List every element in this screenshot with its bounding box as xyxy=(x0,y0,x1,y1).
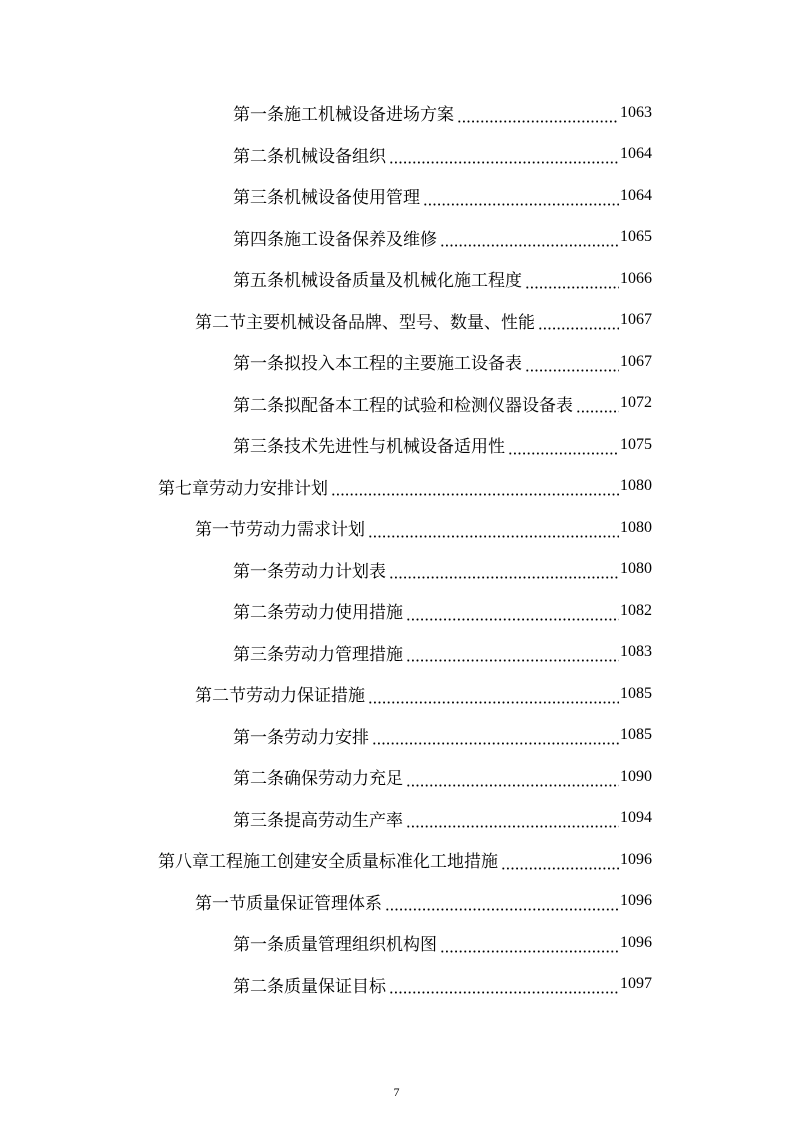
toc-entry-page: 1065 xyxy=(620,228,652,246)
toc-entry-title: 第一条质量管理组织机构图 xyxy=(233,930,439,955)
toc-entry-title: 第三条技术先进性与机械设备适用性 xyxy=(233,432,507,457)
toc-entry[interactable] xyxy=(0,424,793,466)
dot-leader xyxy=(389,991,619,994)
toc-entry[interactable] xyxy=(0,715,793,757)
toc-entry-page: 1080 xyxy=(620,477,652,495)
toc-entry[interactable] xyxy=(0,92,793,134)
toc-entry[interactable] xyxy=(0,673,793,715)
toc-entry[interactable] xyxy=(0,300,793,342)
toc-entry-page: 1083 xyxy=(620,643,652,661)
toc-entry[interactable] xyxy=(0,134,793,176)
dot-leader xyxy=(331,493,619,496)
dot-leader xyxy=(406,618,619,621)
dot-leader xyxy=(385,908,619,911)
toc-entry-page: 1090 xyxy=(620,767,652,785)
dot-leader xyxy=(389,161,619,164)
dot-leader xyxy=(508,452,619,455)
toc-entry-title: 第一条施工机械设备进场方案 xyxy=(233,100,456,125)
dot-leader xyxy=(406,784,619,787)
toc-entry-page: 1064 xyxy=(620,186,652,204)
toc-entry-title: 第二条拟配备本工程的试验和检测仪器设备表 xyxy=(233,391,575,416)
toc-entry-title: 第二节劳动力保证措施 xyxy=(195,681,367,706)
dot-leader xyxy=(406,825,619,828)
toc-entry[interactable] xyxy=(0,466,793,508)
toc-entry-title: 第一节劳动力需求计划 xyxy=(195,515,367,540)
toc-entry[interactable] xyxy=(0,507,793,549)
toc-entry-title: 第二条机械设备组织 xyxy=(233,142,388,167)
toc-entry-page: 1096 xyxy=(620,892,652,910)
toc-entry-title: 第一节质量保证管理体系 xyxy=(195,889,384,914)
dot-leader xyxy=(368,535,619,538)
toc-entry[interactable] xyxy=(0,798,793,840)
toc-entry-title: 第五条机械设备质量及机械化施工程度 xyxy=(233,266,524,291)
dot-leader xyxy=(368,701,619,704)
toc-entry[interactable] xyxy=(0,881,793,923)
toc-entry-page: 1080 xyxy=(620,560,652,578)
toc-entry-title: 第一条劳动力安排 xyxy=(233,723,371,748)
toc-entry-title: 第七章劳动力安排计划 xyxy=(158,474,330,499)
toc-entry-title: 第一条劳动力计划表 xyxy=(233,557,388,582)
toc-entry[interactable] xyxy=(0,922,793,964)
toc-entry[interactable] xyxy=(0,632,793,674)
dot-leader xyxy=(501,867,619,870)
dot-leader xyxy=(423,203,619,206)
table-of-contents xyxy=(0,92,793,1005)
dot-leader xyxy=(372,742,619,745)
toc-entry[interactable] xyxy=(0,590,793,632)
toc-entry-title: 第一条拟投入本工程的主要施工设备表 xyxy=(233,349,524,374)
toc-entry-title: 第三条劳动力管理措施 xyxy=(233,640,405,665)
toc-entry-page: 1072 xyxy=(620,394,652,412)
toc-entry-title: 第二条确保劳动力充足 xyxy=(233,764,405,789)
toc-entry[interactable] xyxy=(0,756,793,798)
dot-leader xyxy=(525,369,619,372)
dot-leader xyxy=(389,576,619,579)
toc-entry-page: 1063 xyxy=(620,103,652,121)
toc-entry-page: 1075 xyxy=(620,435,652,453)
dot-leader xyxy=(440,244,619,247)
dot-leader xyxy=(525,286,619,289)
toc-entry-page: 1082 xyxy=(620,601,652,619)
dot-leader xyxy=(538,327,619,330)
toc-entry-title: 第八章工程施工创建安全质量标准化工地措施 xyxy=(158,847,500,872)
toc-entry-page: 1096 xyxy=(620,850,652,868)
dot-leader xyxy=(576,410,619,413)
toc-entry[interactable] xyxy=(0,258,793,300)
toc-entry-page: 1085 xyxy=(620,684,652,702)
toc-entry-page: 1066 xyxy=(620,269,652,287)
toc-entry-page: 1096 xyxy=(620,933,652,951)
toc-entry[interactable] xyxy=(0,341,793,383)
toc-entry-page: 1085 xyxy=(620,726,652,744)
toc-entry[interactable] xyxy=(0,383,793,425)
toc-entry[interactable] xyxy=(0,175,793,217)
toc-entry-page: 1097 xyxy=(620,975,652,993)
toc-entry[interactable] xyxy=(0,217,793,259)
toc-entry-title: 第二条质量保证目标 xyxy=(233,972,388,997)
toc-entry-page: 1067 xyxy=(620,311,652,329)
toc-entry-title: 第三条提高劳动生产率 xyxy=(233,806,405,831)
dot-leader xyxy=(457,120,619,123)
toc-entry[interactable] xyxy=(0,964,793,1006)
toc-entry-page: 1080 xyxy=(620,518,652,536)
toc-entry-title: 第三条机械设备使用管理 xyxy=(233,183,422,208)
toc-entry-page: 1064 xyxy=(620,145,652,163)
toc-entry[interactable] xyxy=(0,549,793,591)
page-number: 7 xyxy=(393,1085,400,1099)
toc-entry[interactable] xyxy=(0,839,793,881)
dot-leader xyxy=(440,950,619,953)
dot-leader xyxy=(406,659,619,662)
toc-entry-title: 第四条施工设备保养及维修 xyxy=(233,225,439,250)
toc-entry-title: 第二条劳动力使用措施 xyxy=(233,598,405,623)
toc-entry-page: 1094 xyxy=(620,809,652,827)
toc-entry-page: 1067 xyxy=(620,352,652,370)
toc-entry-title: 第二节主要机械设备品牌、型号、数量、性能 xyxy=(195,308,537,333)
